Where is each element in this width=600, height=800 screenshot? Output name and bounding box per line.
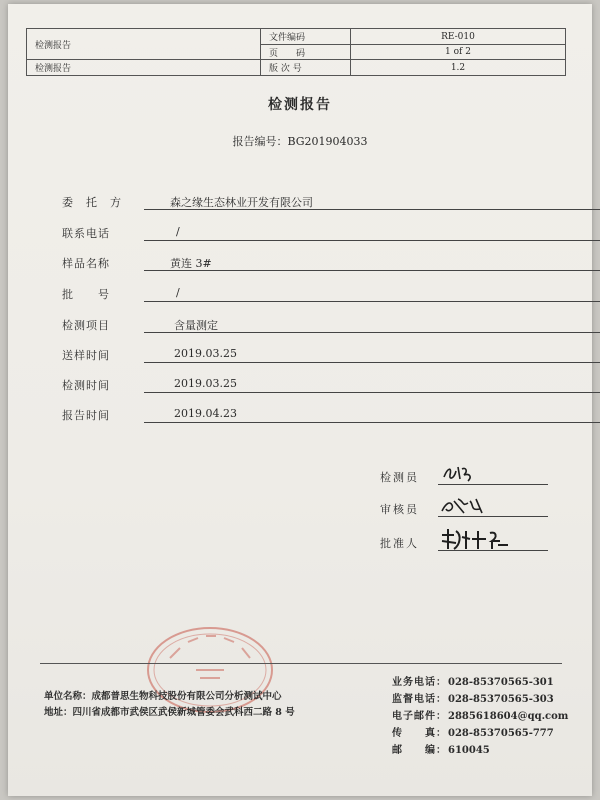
header-value-code: RE-010 bbox=[351, 29, 565, 45]
field-value: 2019.03.25 bbox=[174, 377, 237, 390]
field-label: 检测项目 bbox=[62, 319, 110, 332]
field-value: 含量测定 bbox=[174, 319, 218, 332]
report-number: 报告编号：BG201904033 bbox=[232, 135, 368, 148]
field-underline bbox=[144, 392, 600, 393]
field-value: 黄连 3# bbox=[170, 257, 212, 270]
field-underline bbox=[144, 301, 600, 302]
footer-divider bbox=[40, 663, 562, 664]
field-value: 2019.03.25 bbox=[174, 347, 237, 360]
field-value: 森之缘生态林业开发有限公司 bbox=[170, 196, 313, 209]
field-value: / bbox=[176, 286, 180, 299]
header-value-page: 1 of 2 bbox=[351, 45, 565, 60]
header-label-code: 文件编码 bbox=[261, 29, 351, 45]
handwritten-signature-icon bbox=[440, 493, 500, 517]
contact-value: 028-85370565-301 bbox=[448, 677, 554, 688]
signature-label: 批准人 bbox=[380, 537, 419, 550]
header-label-page: 页 码 bbox=[261, 45, 351, 60]
contact-postcode bbox=[392, 741, 490, 756]
footer-unit: 单位名称：成都普思生物科技股份有限公司分析测试中心 bbox=[44, 691, 282, 702]
contact-label: 电子邮件： bbox=[392, 711, 447, 722]
handwritten-signature-icon bbox=[440, 527, 530, 553]
field-label: 送样时间 bbox=[62, 349, 110, 362]
field-label: 批 号 bbox=[62, 288, 110, 301]
field-value: 2019.04.23 bbox=[174, 407, 237, 420]
signature-label: 审核员 bbox=[380, 503, 419, 516]
field-value: / bbox=[176, 225, 180, 238]
contact-label: 传 真： bbox=[392, 728, 447, 739]
field-label: 样品名称 bbox=[62, 257, 110, 270]
page-title: 检测报告 bbox=[268, 97, 332, 113]
header-doc-type-2 bbox=[27, 60, 261, 75]
field-underline bbox=[144, 362, 600, 363]
field-underline bbox=[144, 270, 600, 271]
contact-value: 610045 bbox=[448, 745, 490, 756]
contact-supervision-phone bbox=[392, 690, 554, 705]
contact-label: 邮 编： bbox=[392, 745, 447, 756]
field-label: 委 托 方 bbox=[62, 196, 122, 209]
red-seal-stamp-icon bbox=[140, 618, 280, 718]
header-label-version: 版 次 号 bbox=[261, 60, 351, 75]
header-doc-type-2-text: 检测报告 bbox=[35, 64, 72, 74]
contact-email bbox=[392, 707, 568, 722]
field-label: 报告时间 bbox=[62, 409, 110, 422]
header-value-version: 1.2 bbox=[450, 62, 466, 73]
field-underline bbox=[144, 422, 600, 423]
document-header-table bbox=[26, 28, 566, 76]
contact-value: 028-85370565-777 bbox=[448, 728, 554, 739]
field-underline bbox=[144, 240, 600, 241]
contact-business-phone bbox=[392, 673, 554, 688]
field-label: 检测时间 bbox=[62, 379, 110, 392]
signature-label: 检测员 bbox=[380, 471, 419, 484]
field-label: 联系电话 bbox=[62, 227, 110, 240]
contact-fax bbox=[392, 724, 554, 739]
contact-label: 监督电话： bbox=[392, 694, 447, 705]
contact-label: 业务电话： bbox=[392, 677, 447, 688]
contact-value: 028-85370565-303 bbox=[448, 694, 554, 705]
handwritten-signature-icon bbox=[440, 461, 500, 485]
header-doc-type-text: 检测报告 bbox=[35, 40, 72, 51]
contact-value: 2885618604@qq.com bbox=[448, 711, 569, 722]
header-doc-type bbox=[27, 29, 261, 60]
footer-address: 地址：四川省成都市武侯区武侯新城管委会武科西二路 8 号 bbox=[44, 707, 295, 718]
